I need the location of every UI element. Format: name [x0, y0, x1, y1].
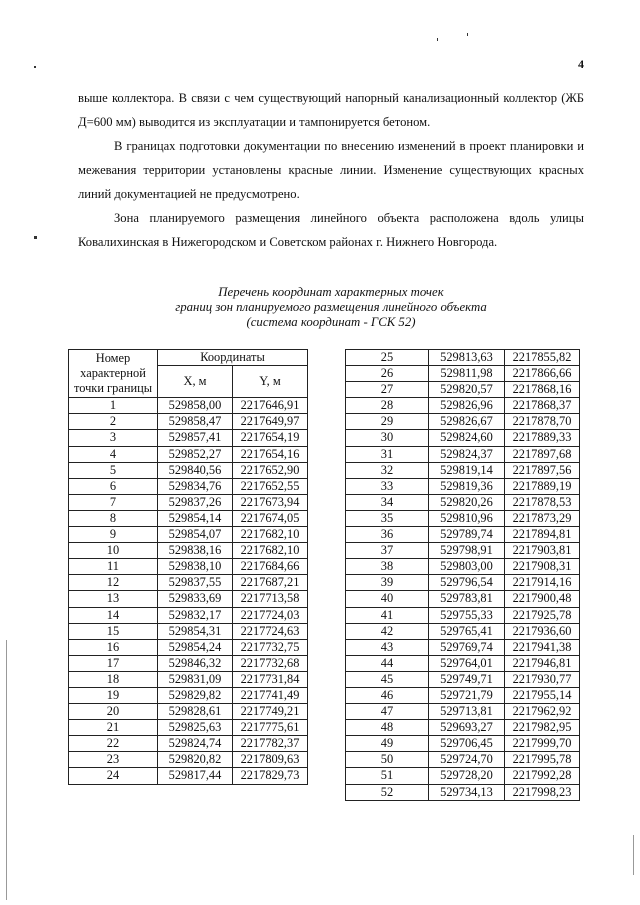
- y-coordinate-cell: 2217741,49: [233, 687, 308, 703]
- point-number-cell: 19: [69, 687, 158, 703]
- table-row: [69, 398, 308, 414]
- y-coordinate-cell: 2217687,21: [233, 575, 308, 591]
- y-coordinate-cell: 2217936,60: [505, 623, 580, 639]
- table-row: [346, 623, 580, 639]
- point-number-cell: 30: [346, 430, 429, 446]
- y-coordinate-cell: 2217900,48: [505, 591, 580, 607]
- y-coordinate-cell: 2217809,63: [233, 752, 308, 768]
- y-coordinate-cell: 2217674,05: [233, 510, 308, 526]
- table-row: [346, 655, 580, 671]
- y-coordinate-cell: 2217682,10: [233, 543, 308, 559]
- y-coordinate-cell: 2217894,81: [505, 527, 580, 543]
- table-row: [69, 430, 308, 446]
- x-coordinate-cell: 529706,45: [429, 736, 505, 752]
- table-row: [346, 736, 580, 752]
- y-coordinate-cell: 2217646,91: [233, 398, 308, 414]
- y-coordinate-cell: 2217903,81: [505, 543, 580, 559]
- table-row: [346, 366, 580, 382]
- x-coordinate-cell: 529820,26: [429, 494, 505, 510]
- x-coordinate-cell: 529854,31: [158, 623, 233, 639]
- caption-line-3: (система координат - ГСК 52): [246, 315, 416, 329]
- x-coordinate-cell: 529854,14: [158, 510, 233, 526]
- point-number-cell: 28: [346, 398, 429, 414]
- x-coordinate-cell: 529826,67: [429, 414, 505, 430]
- y-coordinate-cell: 2217941,38: [505, 639, 580, 655]
- point-number-cell: 13: [69, 591, 158, 607]
- x-coordinate-cell: 529820,82: [158, 752, 233, 768]
- point-number-cell: 26: [346, 366, 429, 382]
- point-number-cell: 39: [346, 575, 429, 591]
- coordinates-table-right: [345, 349, 580, 801]
- table-row: [69, 655, 308, 671]
- point-number-cell: 36: [346, 527, 429, 543]
- table-row: [346, 687, 580, 703]
- y-coordinate-cell: 2217873,29: [505, 510, 580, 526]
- y-coordinate-cell: 2217914,16: [505, 575, 580, 591]
- point-number-cell: 52: [346, 784, 429, 800]
- y-coordinate-cell: 2217866,66: [505, 366, 580, 382]
- x-coordinate-cell: 529824,74: [158, 736, 233, 752]
- table-row: [346, 639, 580, 655]
- y-coordinate-cell: 2217652,55: [233, 478, 308, 494]
- scan-speck: [467, 33, 468, 36]
- x-coordinate-cell: 529764,01: [429, 655, 505, 671]
- x-coordinate-cell: 529854,24: [158, 639, 233, 655]
- table-row: [69, 575, 308, 591]
- x-coordinate-cell: 529721,79: [429, 687, 505, 703]
- y-coordinate-cell: 2217775,61: [233, 720, 308, 736]
- point-number-cell: 12: [69, 575, 158, 591]
- x-coordinate-cell: 529749,71: [429, 671, 505, 687]
- point-number-cell: 27: [346, 382, 429, 398]
- point-number-cell: 32: [346, 462, 429, 478]
- table-row: [346, 671, 580, 687]
- y-coordinate-cell: 2217998,23: [505, 784, 580, 800]
- header-y: Y, м: [233, 366, 308, 398]
- page-number: 4: [578, 57, 584, 71]
- table-row: [69, 752, 308, 768]
- point-number-cell: 21: [69, 720, 158, 736]
- header-coordinates: Координаты: [158, 350, 308, 366]
- table-row: [69, 559, 308, 575]
- x-coordinate-cell: 529829,82: [158, 687, 233, 703]
- point-number-cell: 17: [69, 655, 158, 671]
- y-coordinate-cell: 2217962,92: [505, 704, 580, 720]
- table-row: [346, 414, 580, 430]
- table-row: [69, 414, 308, 430]
- y-coordinate-cell: 2217749,21: [233, 704, 308, 720]
- scan-edge-line: [633, 835, 634, 875]
- point-number-cell: 2: [69, 414, 158, 430]
- x-coordinate-cell: 529819,14: [429, 462, 505, 478]
- x-coordinate-cell: 529826,96: [429, 398, 505, 414]
- y-coordinate-cell: 2217908,31: [505, 559, 580, 575]
- table-row: [69, 478, 308, 494]
- table-row: [346, 527, 580, 543]
- point-number-cell: 46: [346, 687, 429, 703]
- table-row: [346, 494, 580, 510]
- point-number-cell: 10: [69, 543, 158, 559]
- table-row: [69, 543, 308, 559]
- x-coordinate-cell: 529852,27: [158, 446, 233, 462]
- y-coordinate-cell: 2217731,84: [233, 671, 308, 687]
- y-coordinate-cell: 2217673,94: [233, 494, 308, 510]
- x-coordinate-cell: 529798,91: [429, 543, 505, 559]
- table-row: [69, 462, 308, 478]
- x-coordinate-cell: 529832,17: [158, 607, 233, 623]
- point-number-cell: 49: [346, 736, 429, 752]
- table-row: [69, 591, 308, 607]
- header-point-number: Номер характерной точки границы: [69, 350, 158, 398]
- table-row: [346, 478, 580, 494]
- x-coordinate-cell: 529769,74: [429, 639, 505, 655]
- x-coordinate-cell: 529803,00: [429, 559, 505, 575]
- table-row: [346, 430, 580, 446]
- table-row: [69, 671, 308, 687]
- y-coordinate-cell: 2217654,16: [233, 446, 308, 462]
- y-coordinate-cell: 2217652,90: [233, 462, 308, 478]
- point-number-cell: 20: [69, 704, 158, 720]
- caption-line-2: границ зон планируемого размещения линейного объекта: [175, 300, 487, 314]
- table-row: [346, 398, 580, 414]
- scan-speck: [34, 236, 37, 239]
- point-number-cell: 33: [346, 478, 429, 494]
- point-number-cell: 45: [346, 671, 429, 687]
- x-coordinate-cell: 529728,20: [429, 768, 505, 784]
- point-number-cell: 44: [346, 655, 429, 671]
- x-coordinate-cell: 529713,81: [429, 704, 505, 720]
- y-coordinate-cell: 2217713,58: [233, 591, 308, 607]
- x-coordinate-cell: 529813,63: [429, 350, 505, 366]
- x-coordinate-cell: 529854,07: [158, 527, 233, 543]
- table-row: [346, 591, 580, 607]
- table-row: [346, 543, 580, 559]
- x-coordinate-cell: 529834,76: [158, 478, 233, 494]
- table-row: [346, 575, 580, 591]
- y-coordinate-cell: 2217878,53: [505, 494, 580, 510]
- table-row: [346, 510, 580, 526]
- y-coordinate-cell: 2217897,56: [505, 462, 580, 478]
- paragraph-2: В границах подготовки документации по внесению изменений в проект планировки и межевания территории установлены красные линии. Изменение существующих красных линий документацией не предусмотрено.: [78, 139, 584, 201]
- header-x: Х, м: [158, 366, 233, 398]
- table-row: [69, 510, 308, 526]
- table-row: [346, 462, 580, 478]
- y-coordinate-cell: 2217724,03: [233, 607, 308, 623]
- x-coordinate-cell: 529755,33: [429, 607, 505, 623]
- x-coordinate-cell: 529828,61: [158, 704, 233, 720]
- table-row: [346, 559, 580, 575]
- point-number-cell: 38: [346, 559, 429, 575]
- point-number-cell: 35: [346, 510, 429, 526]
- table-row: [69, 687, 308, 703]
- x-coordinate-cell: 529796,54: [429, 575, 505, 591]
- caption-line-1: Перечень координат характерных точек: [218, 285, 444, 299]
- y-coordinate-cell: 2217946,81: [505, 655, 580, 671]
- x-coordinate-cell: 529825,63: [158, 720, 233, 736]
- y-coordinate-cell: 2217782,37: [233, 736, 308, 752]
- point-number-cell: 41: [346, 607, 429, 623]
- point-number-cell: 24: [69, 768, 158, 784]
- scan-edge-line: [6, 640, 7, 900]
- table-caption: [78, 285, 584, 330]
- point-number-cell: 25: [346, 350, 429, 366]
- table-row: [346, 720, 580, 736]
- point-number-cell: 4: [69, 446, 158, 462]
- y-coordinate-cell: 2217724,63: [233, 623, 308, 639]
- x-coordinate-cell: 529811,98: [429, 366, 505, 382]
- y-coordinate-cell: 2217868,16: [505, 382, 580, 398]
- point-number-cell: 29: [346, 414, 429, 430]
- point-number-cell: 43: [346, 639, 429, 655]
- y-coordinate-cell: 2217982,95: [505, 720, 580, 736]
- point-number-cell: 15: [69, 623, 158, 639]
- y-coordinate-cell: 2217649,97: [233, 414, 308, 430]
- table-row: [346, 446, 580, 462]
- x-coordinate-cell: 529837,55: [158, 575, 233, 591]
- x-coordinate-cell: 529783,81: [429, 591, 505, 607]
- point-number-cell: 31: [346, 446, 429, 462]
- x-coordinate-cell: 529824,60: [429, 430, 505, 446]
- x-coordinate-cell: 529857,41: [158, 430, 233, 446]
- table-row: [69, 720, 308, 736]
- table-row: [346, 382, 580, 398]
- table-row: [69, 623, 308, 639]
- point-number-cell: 9: [69, 527, 158, 543]
- x-coordinate-cell: 529831,09: [158, 671, 233, 687]
- table-row: [346, 752, 580, 768]
- point-number-cell: 18: [69, 671, 158, 687]
- point-number-cell: 14: [69, 607, 158, 623]
- y-coordinate-cell: 2217897,68: [505, 446, 580, 462]
- x-coordinate-cell: 529820,57: [429, 382, 505, 398]
- table-row: [346, 768, 580, 784]
- table-row: [69, 768, 308, 784]
- x-coordinate-cell: 529838,10: [158, 559, 233, 575]
- y-coordinate-cell: 2217889,33: [505, 430, 580, 446]
- x-coordinate-cell: 529840,56: [158, 462, 233, 478]
- y-coordinate-cell: 2217992,28: [505, 768, 580, 784]
- coordinates-table-left: [68, 349, 308, 785]
- y-coordinate-cell: 2217925,78: [505, 607, 580, 623]
- y-coordinate-cell: 2217732,68: [233, 655, 308, 671]
- point-number-cell: 8: [69, 510, 158, 526]
- point-number-cell: 16: [69, 639, 158, 655]
- point-number-cell: 7: [69, 494, 158, 510]
- x-coordinate-cell: 529819,36: [429, 478, 505, 494]
- point-number-cell: 40: [346, 591, 429, 607]
- table-row: [69, 639, 308, 655]
- point-number-cell: 11: [69, 559, 158, 575]
- x-coordinate-cell: 529789,74: [429, 527, 505, 543]
- y-coordinate-cell: 2217732,75: [233, 639, 308, 655]
- y-coordinate-cell: 2217868,37: [505, 398, 580, 414]
- point-number-cell: 37: [346, 543, 429, 559]
- table-row: [346, 704, 580, 720]
- point-number-cell: 47: [346, 704, 429, 720]
- point-number-cell: 3: [69, 430, 158, 446]
- table-row: [69, 607, 308, 623]
- point-number-cell: 23: [69, 752, 158, 768]
- table-row: [69, 736, 308, 752]
- y-coordinate-cell: 2217999,70: [505, 736, 580, 752]
- table-row: [346, 784, 580, 800]
- y-coordinate-cell: 2217930,77: [505, 671, 580, 687]
- x-coordinate-cell: 529810,96: [429, 510, 505, 526]
- scan-speck: [437, 38, 438, 41]
- point-number-cell: 42: [346, 623, 429, 639]
- x-coordinate-cell: 529858,00: [158, 398, 233, 414]
- y-coordinate-cell: 2217855,82: [505, 350, 580, 366]
- y-coordinate-cell: 2217889,19: [505, 478, 580, 494]
- table-row: [69, 494, 308, 510]
- x-coordinate-cell: 529693,27: [429, 720, 505, 736]
- x-coordinate-cell: 529734,13: [429, 784, 505, 800]
- table-row: [346, 607, 580, 623]
- y-coordinate-cell: 2217878,70: [505, 414, 580, 430]
- x-coordinate-cell: 529838,16: [158, 543, 233, 559]
- point-number-cell: 22: [69, 736, 158, 752]
- point-number-cell: 6: [69, 478, 158, 494]
- scan-speck: [34, 66, 36, 68]
- y-coordinate-cell: 2217829,73: [233, 768, 308, 784]
- x-coordinate-cell: 529846,32: [158, 655, 233, 671]
- left-table-body: [69, 398, 308, 784]
- x-coordinate-cell: 529817,44: [158, 768, 233, 784]
- table-row: [69, 446, 308, 462]
- y-coordinate-cell: 2217684,66: [233, 559, 308, 575]
- table-row: [69, 527, 308, 543]
- table-row: [69, 704, 308, 720]
- point-number-cell: 5: [69, 462, 158, 478]
- table-row: [346, 350, 580, 366]
- right-table-body: [346, 350, 580, 801]
- y-coordinate-cell: 2217654,19: [233, 430, 308, 446]
- paragraph-1: выше коллектора. В связи с чем существующий напорный канализационный коллектор (ЖБ Д=600 мм) выводится из эксплуатации и тампонируется бетоном.: [78, 91, 584, 129]
- x-coordinate-cell: 529833,69: [158, 591, 233, 607]
- x-coordinate-cell: 529858,47: [158, 414, 233, 430]
- y-coordinate-cell: 2217682,10: [233, 527, 308, 543]
- point-number-cell: 50: [346, 752, 429, 768]
- x-coordinate-cell: 529837,26: [158, 494, 233, 510]
- x-coordinate-cell: 529765,41: [429, 623, 505, 639]
- paragraph-3: Зона планируемого размещения линейного объекта расположена вдоль улицы Ковалихинская в Нижегородском и Советском районах г. Нижнего Новгорода.: [78, 211, 584, 249]
- point-number-cell: 51: [346, 768, 429, 784]
- x-coordinate-cell: 529724,70: [429, 752, 505, 768]
- x-coordinate-cell: 529824,37: [429, 446, 505, 462]
- point-number-cell: 34: [346, 494, 429, 510]
- y-coordinate-cell: 2217995,78: [505, 752, 580, 768]
- point-number-cell: 1: [69, 398, 158, 414]
- point-number-cell: 48: [346, 720, 429, 736]
- y-coordinate-cell: 2217955,14: [505, 687, 580, 703]
